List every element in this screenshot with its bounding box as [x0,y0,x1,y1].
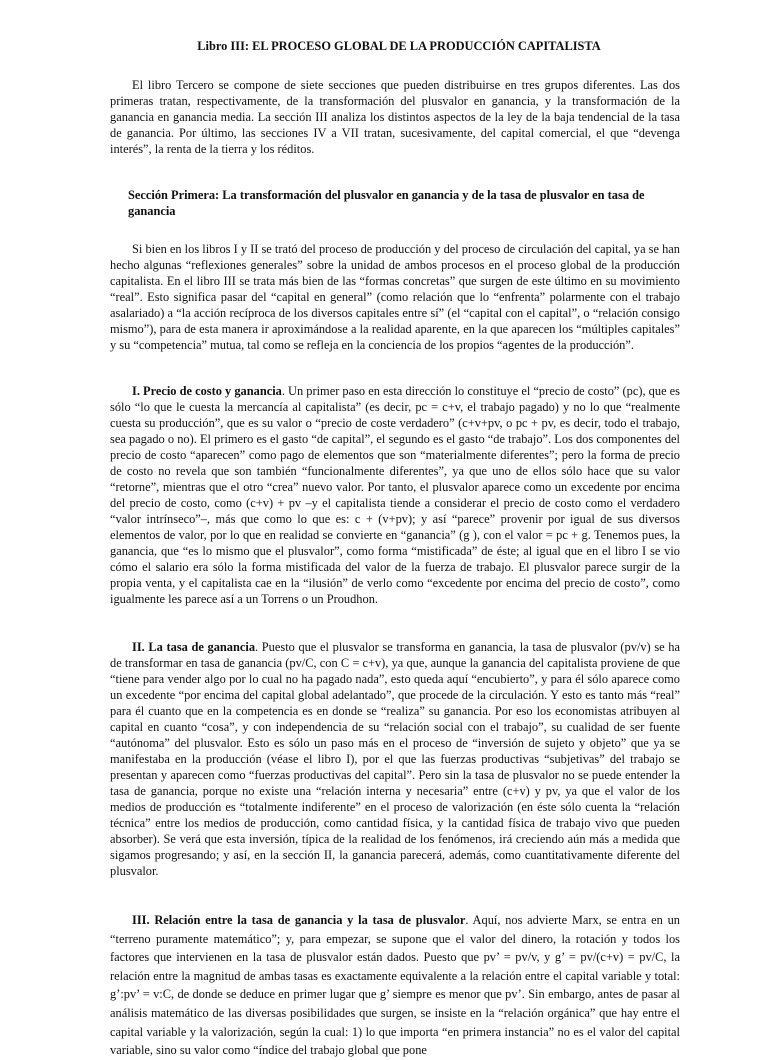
section-heading: Sección Primera: La transformación del plusvalor en ganancia y de la tasa de plusvalor en tasa de ganancia [128,188,645,218]
subsection-profit-rate [110,639,680,879]
subsection-rate-relation [110,911,680,1060]
section-intro-paragraph: Si bien en los libros I y II se trató del proceso de producción y del proceso de circulación del capital, ya se han hecho algunas “reflexiones generales” sobre la unidad de ambos procesos en el proceso global de la producción capitalista. En el libro III se trata más bien de las “formas concretas” que surgen de este último en su movimiento “real”. Esto significa pasar del “capital en general” (como relación que lo “enfrenta” polarmente con el trabajo asalariado) a “la acción recíproca de los diversos capitales entre sí” (el “capital con el capital”, o “relación consigo mismo”), para de esta manera ir aproximándose a la realidad aparente, en la que aparecen los “múltiples capitales” y su “competencia” mutua, tal como se refleja en la conciencia de los propios “agentes de la producción”. [110,242,680,352]
subsection-rate-relation-heading: III. Relación entre la tasa de ganancia y la tasa de plusvalor [132,913,466,927]
subsection-cost-price-body: . Un primer paso en esta dirección lo constituye el “precio de costo” (pc), que es sólo “lo que le cuesta la mercancía al capitalista” (es decir, pc = c+v, el trabajo pagado) y no lo que “realmente cuesta su producción”, que es su valor o “precio de coste verdadero” (c+v+pv, o pc + pv, es decir, todo el trabajo, sea pagado o no). El primero es el gasto “de capital”, el segundo es el gasto “de trabajo”. Los dos componentes del precio de costo “aparecen” como pago de elementos que son “materialmente diferentes”; pero la forma de precio de costo no revela que son también “funcionalmente diferentes”, ya que uno de ellos sólo hace que su valor “retorne”, mientras que el otro “crea” nuevo valor. Por tanto, el plusvalor aparece como un excedente por encima del precio de costo, como (c+v) + pv –y el capitalista tiende a considerar el precio de costo como el verdadero “valor intrínseco”–, más que como lo que es: c + (v+pv); y así “parece” provenir por igual de sus diversos elementos de valor, por lo que en realidad se convierte en “ganancia” (g ), con el valor = pc + g. Tenemos pues, la ganancia, que “es lo mismo que el plusvalor”, como forma “mistificada” de éste; al igual que en el libro I se vio cómo el salario era sólo la forma mistificada del valor de la fuerza de trabajo. El plusvalor parece surgir de la propia venta, y el capitalista cae en la “ilusión” de verlo como “excedente por encima del precio de costo”, como igualmente les parece así a un Torrens o un Proudhon. [110,384,680,606]
subsection-cost-price [110,383,680,607]
book-title: Libro III: EL PROCESO GLOBAL DE LA PRODUCCIÓN CAPITALISTA [197,39,601,53]
subsection-cost-price-heading: I. Precio de costo y ganancia [132,384,282,398]
subsection-profit-rate-heading: II. La tasa de ganancia [132,640,256,654]
subsection-rate-relation-body: . Aquí, nos advierte Marx, se entra en un “terreno puramente matemático”; y, para empezar, se supone que el valor del dinero, la rotación y todos los factores que intervienen en la tasa de plusvalor están dados. Puesto que pv’ = pv/v, y g’ = pv/(c+v) = pv/C, la relación entre la magnitud de ambas tasas es exactamente equivalente a la relación entre el capital variable y total: g’:pv’ = v:C, de donde se deduce en primer lugar que g’ siempre es menor que pv’. Sin embargo, antes de pasar al análisis matemático de las diversas posibilidades que surgen, se insiste en la “relación orgánica” que hay entre el capital variable y la valorización, según la cual: 1) lo que importa “en primera instancia” no es el valor del capital variable, sino su valor como “índice del trabajo global que pone [110,913,680,1058]
subsection-profit-rate-body: . Puesto que el plusvalor se transforma en ganancia, la tasa de plusvalor (pv/v) se ha de transformar en tasa de ganancia (pv/C, con C = c+v), ya que, aunque la ganancia del capitalista proviene de que “tiene para vender algo por lo cual no ha pagado nada”, esto queda aquí “encubierto”, y para él sólo aparece como un excedente “por encima del capital global adelantado”, que procede de la circulación. Y esto es tanto más “real” para él cuanto que en la competencia es en donde se “realiza” su ganancia. Por eso los economistas atribuyen al capital en cuanto “cosa”, y con independencia de su “relación social con el trabajo”, su cualidad de ser fuente “autónoma” del plusvalor. Esto es sólo un paso más en el proceso de “inversión de sujeto y objeto” que ya se manifestaba en la producción (véase el libro I), por el que las fuerzas productivas “subjetivas” del trabajo se presentan y aparecen como “fuerzas productivas del capital”. Pero sin la tasa de plusvalor no se puede entender la tasa de ganancia, porque no existe una “relación interna y necesaria” entre (c+v) y pv, ya que el valor de los medios de producción es “totalmente indiferente” en el proceso de valorización (en éste sólo cuenta la “relación técnica” entre los medios de producción, como cantidad física, y la cantidad física de trabajo vivo que pueden absorber). Se verá que esta inversión, típica de la realidad de los fenómenos, irá creciendo aún más a medida que sigamos progresando; y así, en la sección II, la ganancia parecerá, además, como cuantitativamente diferente del plusvalor. [110,640,681,878]
intro-paragraph: El libro Tercero se compone de siete secciones que pueden distribuirse en tres grupos diferentes. Las dos primeras tratan, respectivamente, de la transformación del plusvalor en ganancia, y la transformación de la ganancia en ganancia media. La sección III analiza los distintos aspectos de la ley de la baja tendencial de la tasa de ganancia. Por último, las secciones IV a VII tratan, sucesivamente, del capital comercial, el que “devenga interés”, la renta de la tierra y los réditos. [110,78,680,156]
